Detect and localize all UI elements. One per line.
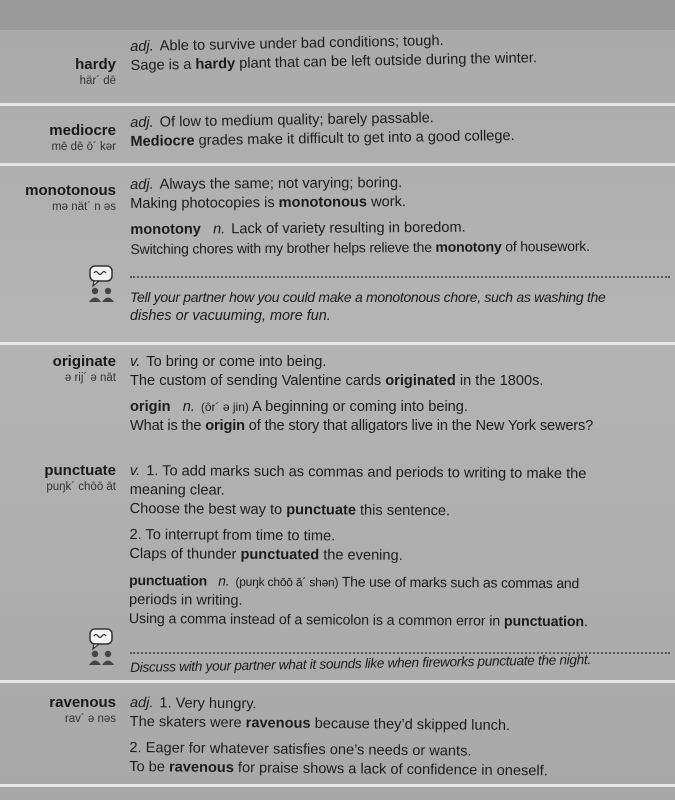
definition: Of low to medium quality; barely passable. xyxy=(159,110,434,131)
example-sentence: Claps of thunder punctuated the evening. xyxy=(129,545,403,564)
entry-divider xyxy=(0,784,675,787)
headword: monotonous xyxy=(25,182,116,199)
headword: ravenous xyxy=(49,694,116,711)
headword: originate xyxy=(52,353,116,370)
part-of-speech: adj. xyxy=(129,694,154,712)
headword: punctuate xyxy=(44,462,116,479)
related-word: origin xyxy=(130,399,171,415)
example-sentence: Mediocre grades make it difficult to get into a good college. xyxy=(130,127,515,150)
definition: meaning clear. xyxy=(129,481,225,499)
definition: Able to survive under bad conditions; tough. xyxy=(159,32,444,55)
part-of-speech: adj. xyxy=(130,176,154,193)
headword: hardy xyxy=(75,56,116,73)
definition: 1. To add marks such as commas and periods to writing to make the xyxy=(146,463,587,483)
definition: The use of marks such as commas and xyxy=(341,573,580,592)
partner-talk-icon xyxy=(88,265,118,305)
part-of-speech: n. xyxy=(182,399,195,415)
page-top-band xyxy=(0,0,675,30)
partner-talk-icon xyxy=(88,628,118,668)
entry-divider xyxy=(0,163,675,166)
pronunciation: mə nät´ n əs xyxy=(52,201,116,213)
example-sentence: What is the origin of the story that alligators live in the New York sewers? xyxy=(130,418,594,434)
example-sentence: Choose the best way to punctuate this sentence. xyxy=(129,500,451,520)
part-of-speech: adj. xyxy=(130,114,154,131)
example-sentence: The custom of sending Valentine cards originated in the 1800s. xyxy=(130,373,544,389)
related-word: monotony xyxy=(130,221,201,238)
partner-prompt: Discuss with your partner what it sounds like when fireworks punctuate the night. xyxy=(130,651,592,675)
definition: Always the same; not varying; boring. xyxy=(159,175,403,193)
entry-divider xyxy=(0,103,675,106)
pronunciation: mē dē ō´ kər xyxy=(51,141,116,153)
pronunciation: (ôr´ ə jin) xyxy=(200,400,249,414)
definition: 2. To interrupt from time to time. xyxy=(129,526,336,545)
example-sentence: Using a comma instead of a semicolon is a common error in punctuation. xyxy=(128,610,588,631)
part-of-speech: n. xyxy=(218,572,230,589)
pronunciation: ə rij´ ə nāt xyxy=(64,372,116,384)
definition: 2. Eager for whatever satisfies one’s needs or wants. xyxy=(129,739,472,760)
pronunciation: puŋk´ chōō āt xyxy=(46,481,116,493)
example-sentence: The skaters were ravenous because they’d skipped lunch. xyxy=(129,713,511,734)
definition: Lack of variety resulting in boredom. xyxy=(231,219,466,238)
pronunciation: här´ dē xyxy=(79,75,116,87)
example-sentence: Switching chores with my brother helps relieve the monotony of housework. xyxy=(130,237,590,257)
related-word: punctuation xyxy=(129,571,208,589)
example-sentence: Sage is a hardy plant that can be left outside during the winter. xyxy=(130,50,538,74)
pronunciation: (puŋk chōō ā´ shən) xyxy=(235,574,339,590)
part-of-speech: v. xyxy=(129,462,141,480)
example-sentence: Making photocopies is monotonous work. xyxy=(130,194,406,212)
definition: 1. Very hungry. xyxy=(159,695,257,713)
partner-prompt: Tell your partner how you could make a monotonous chore, such as washing the dishes or vacuuming, more fun. xyxy=(130,289,606,324)
definition: To bring or come into being. xyxy=(146,354,327,370)
definition: A beginning or coming into being. xyxy=(252,399,468,415)
entry-divider xyxy=(0,342,675,345)
example-sentence: To be ravenous for praise shows a lack of confidence in oneself. xyxy=(129,758,548,780)
pronunciation: rav´ ə nəs xyxy=(64,713,116,725)
part-of-speech: n. xyxy=(213,221,226,238)
dotted-divider xyxy=(130,276,670,278)
headword: mediocre xyxy=(49,122,116,139)
part-of-speech: adj. xyxy=(130,38,154,55)
part-of-speech: v. xyxy=(130,354,141,370)
definition: periods in writing. xyxy=(128,591,243,609)
entry-divider xyxy=(0,680,675,683)
